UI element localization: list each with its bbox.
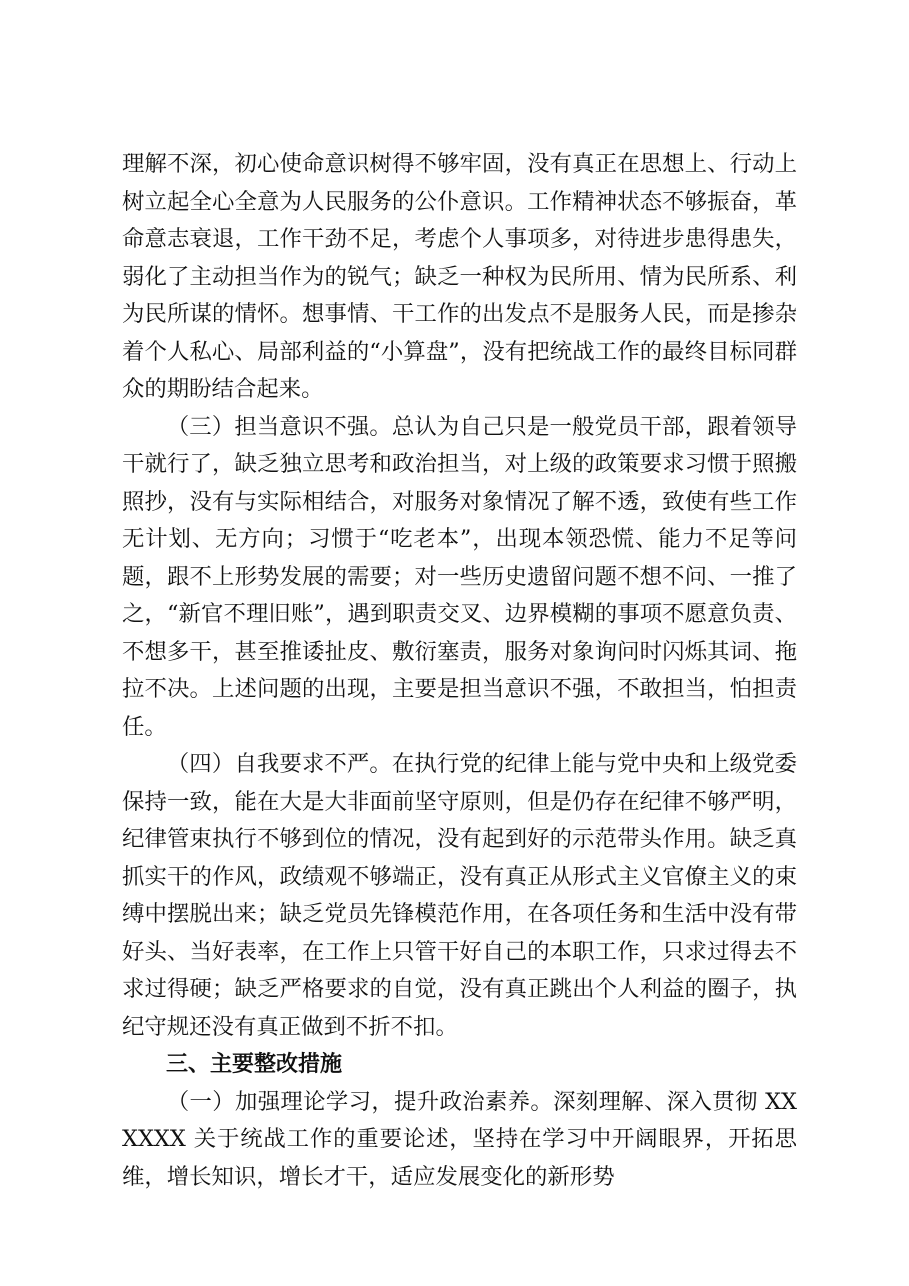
paragraph-continued: 理解不深，初心使命意识树得不够牢固，没有真正在思想上、行动上树立起全心全意为人民服务的公仆意识。工作精神状态不够振奋，革命意志衰退，工作干劲不足，考虑个人事项多，对待进步患得患失，弱化了主动担当作为的锐气；缺乏一种权为民所用、情为民所系、利为民所谋的情怀。想事情、干工作的出发点不是服务人民，而是掺杂着个人私心、局部利益的“小算盘”，没有把统战工作的最终目标同群众的期盼结合起来。 — [122, 151, 797, 402]
paragraph-self-discipline: （四）自我要求不严。在执行党的纪律上能与党中央和上级党委保持一致，能在大是大非面前坚守原则，但是仍存在纪律不够严明，纪律管束执行不够到位的情况，没有起到好的示范带头作用。缺乏真抓实干的作风，政绩观不够端正，没有真正从形式主义官僚主义的束缚中摆脱出来；缺乏党员先锋模范作用，在各项任务和生活中没有带好头、当好表率，在工作上只管干好自己的本职工作，只求过得去不求过得硬；缺乏严格要求的自觉，没有真正跳出个人利益的圈子，执纪守规还没有真正做到不折不扣。 — [122, 751, 797, 1040]
paragraph-rectification-1: （一）加强理论学习，提升政治素养。深刻理解、深入贯彻 XXXXXX 关于统战工作的重要论述，坚持在学习中开阔眼界，开拓思维，增长知识，增长才干，适应发展变化的新形势 — [122, 1088, 797, 1190]
document-body — [122, 146, 797, 1196]
section-heading: 三、主要整改措施 — [166, 1052, 343, 1077]
paragraph-responsibility: （三）担当意识不强。总认为自己只是一般党员干部，跟着领导干就行了，缺乏独立思考和政治担当，对上级的政策要求习惯于照搬照抄，没有与实际相结合，对服务对象情况了解不透，致使有些工作无计划、无方向；习惯于“吃老本”，出现本领恐慌、能力不足等问题，跟不上形势发展的需要；对一些历史遗留问题不想不问、一推了之，“新官不理旧账”，遇到职责交叉、边界模糊的事项不愿意负责、不想多干，甚至推诿扯皮、敷衍塞责，服务对象询问时闪烁其词、拖拉不决。上述问题的出现，主要是担当意识不强，不敢担当，怕担责任。 — [122, 413, 797, 740]
